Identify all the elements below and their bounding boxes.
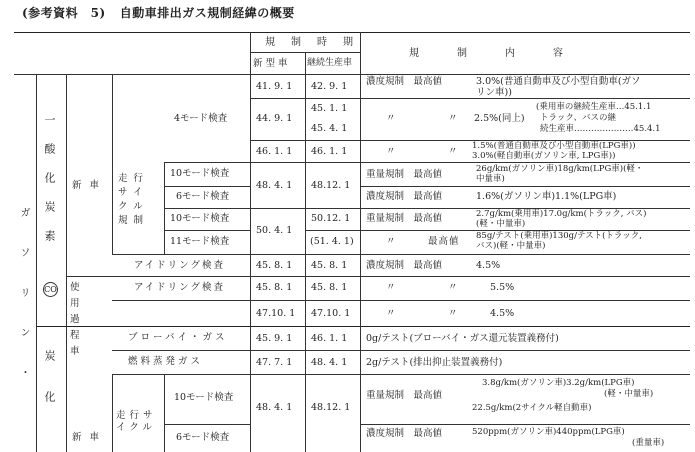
- hc-label: 炭化: [43, 350, 56, 432]
- document-title: [22, 4, 309, 21]
- regulation-kind: 〃 〃: [386, 282, 464, 293]
- continuous-date: 45. 8. 1: [311, 282, 348, 293]
- regulation-note: (乗用車の継続生産車…45.1.1: [536, 102, 652, 112]
- col-rule: [164, 374, 165, 452]
- test-6mode-c: 6モード検査: [176, 432, 230, 443]
- new-model-date: 45. 8. 1: [256, 260, 293, 271]
- new-car-label: 新車: [72, 180, 108, 191]
- in-use-label: 使用過程車: [70, 282, 94, 357]
- row-rule: [164, 162, 690, 163]
- regulation-kind: 重量規制 最高値: [366, 169, 443, 180]
- col-rule: [250, 32, 251, 452]
- continuous-date: (51. 4. 1): [310, 236, 354, 247]
- continuous-date: 42. 9. 1: [311, 81, 348, 92]
- row-rule: [112, 350, 690, 351]
- period-header: 規 制 時 期: [265, 37, 356, 48]
- test-10mode-c: 10モード検査: [174, 392, 234, 403]
- regulation-content: 4.5%: [490, 308, 515, 319]
- regulation-content-cont: 3.0%(軽自動車(ガソリン車, LPG車)): [472, 151, 616, 161]
- col-rule: [112, 374, 113, 452]
- new-model-date: 46. 1. 1: [256, 146, 293, 157]
- new-model-date: 48. 4. 1: [256, 180, 293, 191]
- continuous-date: 47.10. 1: [311, 308, 351, 319]
- regulation-content: 2.7g/km(乗用車)17.0g/km(トラック, バス): [476, 209, 647, 219]
- row-rule: [360, 424, 690, 425]
- co-symbol: CO: [43, 277, 58, 297]
- regulation-note: 続生産車…………………45.4.1: [540, 124, 661, 134]
- regulation-content: 26g/km(ガソリン車)18g/km(LPG車)(軽・: [476, 164, 644, 174]
- regulation-content-cont: バス)(軽・中量車): [476, 241, 546, 251]
- regulation-kind: 濃度規制 最高値: [366, 428, 443, 439]
- test-11mode: 11モード検査: [170, 236, 230, 247]
- col-rule: [36, 74, 37, 452]
- continuous-date: 46. 1. 1: [311, 146, 348, 157]
- regulation-content-cont: 中量車): [476, 174, 505, 184]
- row-rule: [66, 276, 690, 277]
- continuous-date: 48. 4. 1: [311, 357, 348, 368]
- test-evaporative: 燃料蒸発ガス: [128, 356, 204, 367]
- row-rule: [112, 300, 690, 301]
- row-rule: [112, 254, 690, 255]
- regulation-content-cont: リン車)): [476, 87, 512, 98]
- regulation-content: 5.5%: [490, 282, 515, 293]
- regulation-kind: 2g/テスト(排出抑止装置義務付): [366, 357, 503, 368]
- gasoline-label: ガソリン・: [18, 207, 29, 407]
- test-blowby: ブローバイ・ガス: [128, 332, 228, 343]
- new-model-date: 41. 9. 1: [256, 81, 293, 92]
- col-rule: [112, 74, 113, 254]
- running-cycle-label-hc: 走行サイクル: [116, 410, 157, 433]
- col-rule: [360, 32, 361, 452]
- continuous-header: 継続生産車: [307, 58, 353, 68]
- regulation-content-cont: (軽・中量車): [476, 219, 526, 229]
- regulation-kind: 〃 〃: [386, 308, 464, 319]
- test-6mode-a: 6モード検査: [176, 191, 230, 202]
- continuous-date: 45. 8. 1: [311, 260, 348, 271]
- continuous-date: 45. 1. 1: [311, 103, 348, 114]
- continuous-date-2: 45. 4. 1: [311, 123, 348, 134]
- new-model-date: 47.10. 1: [256, 308, 296, 319]
- regulation-content-cont: (軽・中量車): [604, 389, 654, 399]
- continuous-date: 48.12. 1: [311, 402, 351, 413]
- continuous-date: 48.12. 1: [311, 180, 351, 191]
- regulation-content: 1.5%(普通自動車及び小型自動車(LPG車)): [472, 141, 636, 151]
- new-model-date: 50. 4. 1: [256, 225, 293, 236]
- regulation-kind: 濃度規制 最高値: [366, 76, 443, 87]
- co-label: 一酸化炭素: [43, 114, 56, 259]
- row-rule: [164, 424, 250, 425]
- col-rule: [305, 52, 306, 452]
- continuous-date: 46. 1. 1: [311, 333, 348, 344]
- running-cycle-label: 走行サイクル規制: [118, 173, 150, 226]
- col-rule: [164, 162, 165, 254]
- header-bottom-rule: [14, 74, 690, 75]
- test-10mode-a: 10モード検査: [170, 168, 230, 179]
- row-rule: [112, 374, 690, 375]
- regulation-kind: 〃 最高値: [386, 236, 460, 247]
- regulation-content: 2.5%(同上): [474, 113, 525, 124]
- reference-label: (参考資料 5): [22, 6, 106, 20]
- test-idle-1: アイドリング検査: [134, 260, 225, 271]
- continuous-date: 50.12. 1: [311, 213, 351, 224]
- regulation-kind: 重量規制 最高値: [366, 213, 443, 224]
- regulation-table: [14, 32, 690, 452]
- col-rule: [66, 74, 67, 452]
- regulation-content: 3.8g/km(ガソリン車)3.2g/km(LPG車): [482, 378, 635, 388]
- regulation-content: 3.0%(普通自動車及び小型自動車(ガソ: [476, 76, 641, 87]
- title-text: 自動車排出ガス規制経緯の概要: [119, 6, 295, 20]
- regulation-kind: 濃度規制 最高値: [366, 191, 443, 202]
- new-model-date: 45. 9. 1: [256, 333, 293, 344]
- regulation-note: トラック、バスの継: [540, 113, 616, 123]
- row-rule: [360, 186, 690, 187]
- new-model-date: 45. 8. 1: [256, 282, 293, 293]
- test-4mode: 4モード検査: [174, 113, 228, 124]
- regulation-content-cont: (重量車): [632, 438, 665, 448]
- row-rule: [164, 186, 250, 187]
- row-rule: [250, 98, 690, 99]
- test-10mode-b: 10モード検査: [170, 213, 230, 224]
- regulation-kind: 濃度規制 最高値: [366, 260, 443, 271]
- regulation-content: 4.5%: [476, 260, 501, 271]
- new-model-date: 47. 7. 1: [256, 357, 293, 368]
- new-model-header: 新 型 車: [253, 58, 288, 69]
- table-top-rule: [14, 32, 690, 33]
- regulation-content-cont: 22.5g/km(2サイクル軽自動車): [472, 403, 592, 413]
- content-header: 規 制 内 容: [409, 48, 569, 59]
- new-car-label-hc: 新車: [72, 432, 108, 443]
- test-idle-2: アイドリング検査: [134, 282, 225, 293]
- regulation-kind: 0g/テスト(ブローバイ・ガス還元装置義務付): [366, 333, 559, 344]
- new-model-date: 44. 9. 1: [256, 113, 293, 124]
- regulation-content: 85g/テスト(乗用車)130g/テスト(トラック,: [476, 231, 642, 241]
- regulation-kind: 〃 〃: [386, 146, 464, 157]
- regulation-kind: 〃 〃: [386, 113, 464, 124]
- section-rule: [36, 326, 690, 327]
- new-model-date: 48. 4. 1: [256, 402, 293, 413]
- row-rule: [164, 230, 250, 231]
- regulation-content: 1.6%(ガソリン車)1.1%(LPG車): [476, 191, 617, 202]
- regulation-content: 520ppm(ガソリン車)440ppm(LPG車): [472, 427, 625, 437]
- regulation-kind: 重量規制 最高値: [366, 390, 443, 401]
